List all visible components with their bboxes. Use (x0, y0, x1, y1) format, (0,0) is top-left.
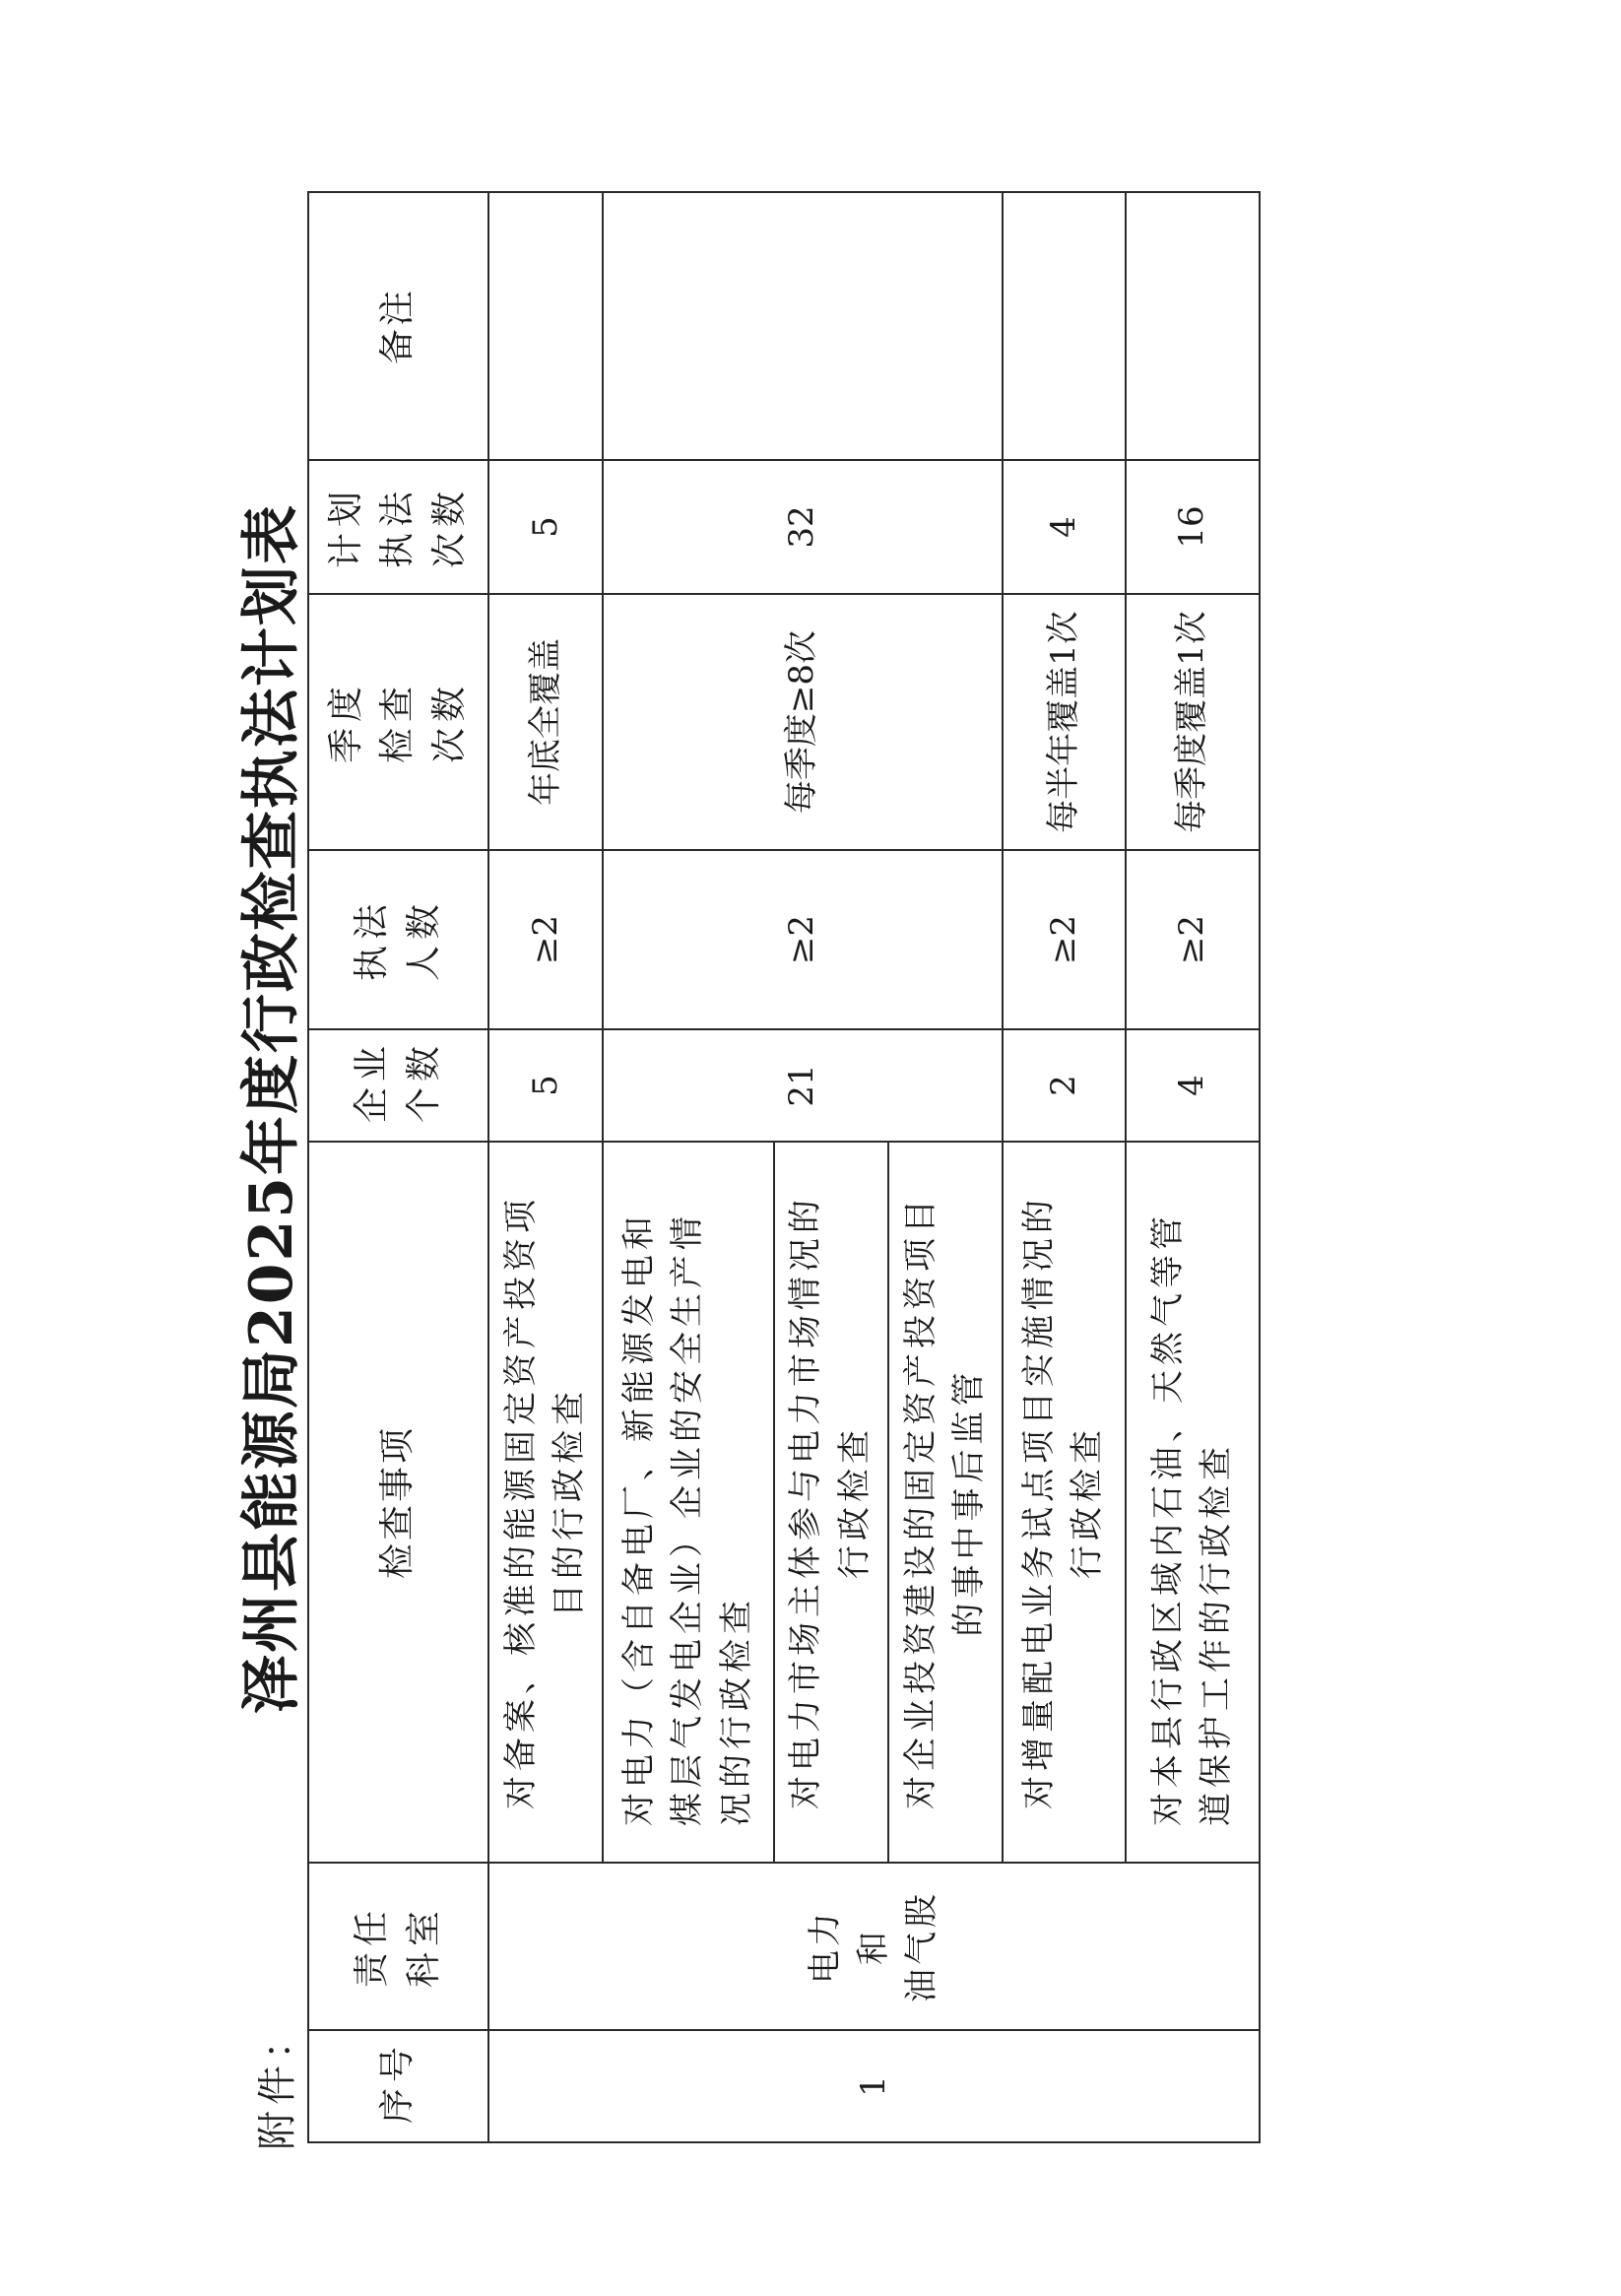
inspection-item: 对增量配电业务试点项目实施情况的行政检查 (1003, 1142, 1126, 1863)
planned-count: 32 (603, 460, 1003, 594)
staff-count: ≥2 (1126, 850, 1260, 1029)
quarterly-frequency: 每半年覆盖1次 (1003, 594, 1126, 850)
table-row (1003, 192, 1126, 2142)
unit-line: 电力 (805, 1909, 845, 1984)
inspection-plan-table (307, 191, 1261, 2143)
header-quarterly: 季度检查次数 (308, 594, 488, 850)
remarks-cell (1126, 192, 1260, 460)
group-unit (488, 1863, 1260, 2030)
quarterly-frequency: 年底全覆盖 (488, 594, 603, 850)
unit-line: 油气股 (902, 1890, 942, 2002)
header-unit: 责任科室 (308, 1863, 488, 2030)
inspection-item: 对电力（含自备电厂、新能源发电和煤层气发电企业）企业的安全生产情况的行政检查 (603, 1142, 773, 1863)
unit-line: 和 (853, 1928, 893, 1965)
header-enterprises: 企业个数 (308, 1029, 488, 1142)
remarks-cell (603, 192, 1003, 460)
planned-count: 4 (1003, 460, 1126, 594)
remarks-cell (488, 192, 603, 460)
header-row (308, 192, 488, 2142)
staff-count: ≥2 (1003, 850, 1126, 1029)
attachment-label: 附件： (255, 2014, 300, 2150)
header-staff: 执法人数 (308, 850, 488, 1029)
quarterly-frequency: 每季度≥8次 (603, 594, 1003, 850)
remarks-cell (1003, 192, 1126, 460)
table-row (603, 192, 773, 2142)
group-seq: 1 (488, 2030, 1260, 2142)
header-remarks: 备注 (308, 192, 488, 460)
enterprise-count: 4 (1126, 1029, 1260, 1142)
staff-count: ≥2 (488, 850, 603, 1029)
enterprise-count: 2 (1003, 1029, 1126, 1142)
header-planned: 计划执法次数 (308, 460, 488, 594)
header-item: 检查事项 (308, 1142, 488, 1863)
planned-count: 5 (488, 460, 603, 594)
document-title: 泽州县能源局2025年度行政检查执法计划表 (237, 503, 306, 1714)
quarterly-frequency: 每季度覆盖1次 (1126, 594, 1260, 850)
header-seq: 序号 (308, 2030, 488, 2142)
inspection-item: 对企业投资建设的固定资产投资项目的事中事后监管 (888, 1142, 1003, 1863)
staff-count: ≥2 (603, 850, 1003, 1029)
table-row (1126, 192, 1260, 2142)
inspection-item: 对备案、核准的能源固定资产投资项目的行政检查 (488, 1142, 603, 1863)
table-row (488, 192, 603, 2142)
enterprise-count: 21 (603, 1029, 1003, 1142)
inspection-item: 对电力市场主体参与电力市场情况的行政检查 (774, 1142, 888, 1863)
enterprise-count: 5 (488, 1029, 603, 1142)
inspection-item: 对本县行政区域内石油、天然气等管道保护工作的行政检查 (1126, 1142, 1260, 1863)
planned-count: 16 (1126, 460, 1260, 594)
